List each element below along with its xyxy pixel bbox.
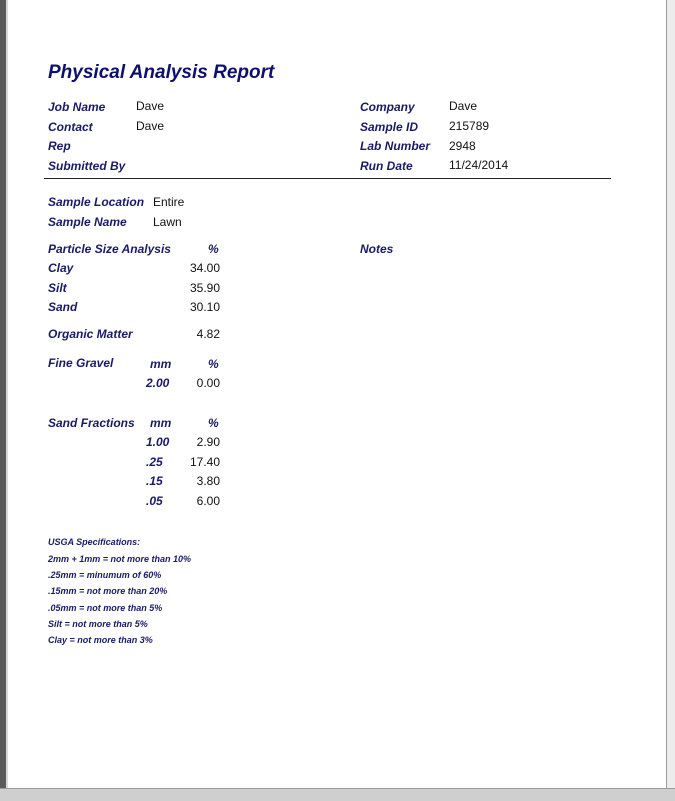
sand-fractions-label: Sand Fractions [48, 416, 135, 430]
sand-fraction-size: 1.00 [146, 435, 170, 449]
usga-spec-line: 2mm + 1mm = not more than 10% [48, 554, 192, 564]
silt-value: 35.90 [189, 281, 220, 295]
fine-gravel-mm-header: mm [150, 357, 172, 371]
particle-percent-header: % [208, 242, 219, 256]
silt-label: Silt [48, 281, 67, 295]
sample-name-label: Sample Name [48, 215, 127, 229]
contact-value: Dave [136, 119, 165, 133]
clay-value: 34.00 [189, 261, 220, 275]
sand-value: 30.10 [189, 300, 220, 314]
clay-label: Clay [48, 261, 74, 275]
rep-label: Rep [48, 139, 71, 153]
page-right-shadow [667, 0, 675, 790]
job-name-value: Dave [136, 99, 165, 113]
fine-gravel-size: 2.00 [146, 376, 170, 390]
run-date-label: Run Date [360, 159, 413, 173]
organic-matter-value: 4.82 [196, 327, 220, 341]
usga-spec-line: Clay = not more than 3% [48, 635, 153, 645]
usga-spec-line: .05mm = not more than 5% [48, 603, 163, 613]
usga-heading: USGA Specifications: [48, 537, 141, 547]
sand-fraction-value: 3.80 [196, 474, 220, 488]
sample-name-value: Lawn [153, 215, 182, 229]
window-left-edge-inner [6, 0, 8, 800]
fine-gravel-percent-header: % [208, 357, 219, 371]
sample-location-label: Sample Location [48, 195, 145, 209]
sand-fraction-size: .05 [146, 494, 163, 508]
sand-fraction-size: .15 [146, 474, 163, 488]
report-title: Physical Analysis Report [48, 62, 275, 83]
sand-fractions-percent-header: % [208, 416, 219, 430]
sample-location-value: Entire [153, 195, 185, 209]
sand-fraction-value: 6.00 [196, 494, 220, 508]
submitted-by-label: Submitted By [48, 159, 126, 173]
usga-spec-line: .25mm = minumum of 60% [48, 570, 162, 580]
particle-size-heading: Particle Size Analysis [48, 242, 171, 256]
run-date-value: 11/24/2014 [449, 158, 509, 172]
sand-fraction-size: .25 [146, 455, 163, 469]
contact-label: Contact [48, 120, 93, 134]
lab-number-value: 2948 [449, 139, 476, 153]
sand-fraction-value: 2.90 [196, 435, 220, 449]
header-divider [44, 178, 611, 179]
usga-spec-line: Silt = not more than 5% [48, 619, 148, 629]
window-bottom-bar [0, 788, 675, 801]
company-value: Dave [449, 99, 478, 113]
company-label: Company [360, 100, 415, 114]
usga-spec-line: .15mm = not more than 20% [48, 586, 168, 596]
fine-gravel-value: 0.00 [196, 376, 220, 390]
notes-label: Notes [360, 242, 394, 256]
sand-fractions-mm-header: mm [150, 416, 172, 430]
sand-label: Sand [48, 300, 78, 314]
sample-id-label: Sample ID [360, 120, 419, 134]
sand-fraction-value: 17.40 [189, 455, 220, 469]
sample-id-value: 215789 [449, 119, 490, 133]
fine-gravel-label: Fine Gravel [48, 356, 114, 370]
organic-matter-label: Organic Matter [48, 327, 133, 341]
job-name-label: Job Name [48, 100, 106, 114]
lab-number-label: Lab Number [360, 139, 431, 153]
